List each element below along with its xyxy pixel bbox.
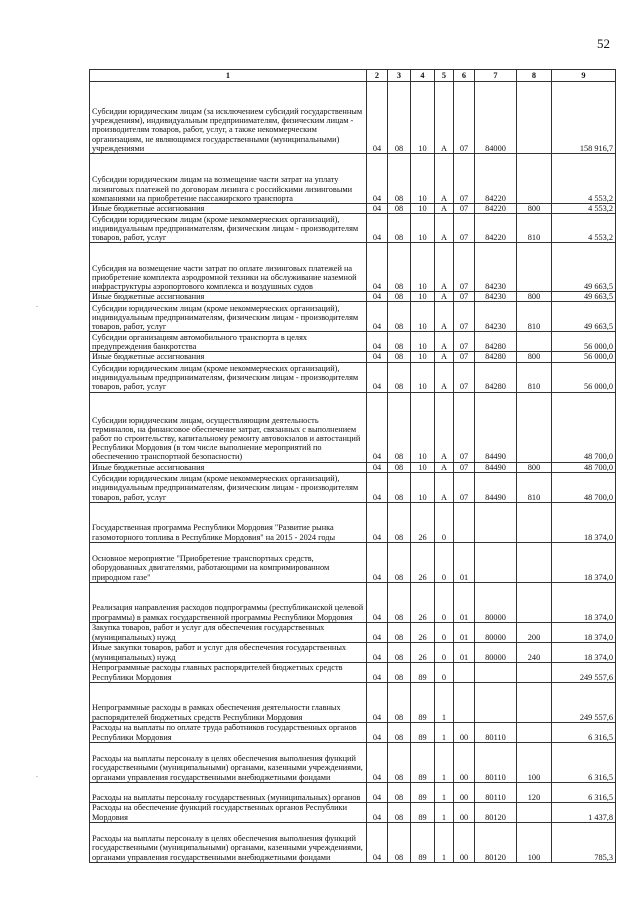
row-code: 80110: [475, 782, 517, 802]
row-description: Иные закупки товаров, работ и услуг для обеспечения государственных (муниципальных) нужд: [90, 642, 367, 662]
row-code: [475, 662, 517, 682]
row-code: 04: [367, 243, 388, 292]
row-code: [517, 542, 552, 582]
row-description: Субсидии юридическим лицам (кроме некоммерческих организаций), индивидуальным предпринимателям, физическим лицам - производителям товаров, работ, услуг: [90, 214, 367, 243]
row-code: 89: [411, 682, 435, 722]
row-code: 89: [411, 782, 435, 802]
row-code: 800: [517, 462, 552, 472]
row-code: 84230: [475, 292, 517, 302]
row-code: 00: [454, 802, 475, 822]
row-code: 0: [435, 662, 454, 682]
row-code: 10: [411, 352, 435, 362]
row-code: 04: [367, 662, 388, 682]
row-code: 810: [517, 214, 552, 243]
row-description: Субсидия на возмещение части затрат по оплате лизинговых платежей на приобретение комплекта аэродромной техники на обслуживание наземной инфраструктуры аэропортового комплекса и воздушных судов: [90, 243, 367, 292]
row-code: 800: [517, 292, 552, 302]
table-row: [90, 662, 616, 682]
row-amount: 48 700,0: [552, 472, 616, 502]
row-amount: 56 000,0: [552, 362, 616, 392]
row-code: 04: [367, 722, 388, 742]
column-header: 1: [90, 70, 367, 82]
table-row: [90, 204, 616, 214]
row-amount: 158 916,7: [552, 82, 616, 154]
row-code: 07: [454, 82, 475, 154]
row-code: 00: [454, 782, 475, 802]
column-header: 4: [411, 70, 435, 82]
row-code: [454, 662, 475, 682]
row-code: 04: [367, 822, 388, 862]
row-code: 04: [367, 682, 388, 722]
table-row: [90, 502, 616, 542]
row-code: А: [435, 214, 454, 243]
row-description: Иные бюджетные ассигнования: [90, 292, 367, 302]
row-code: 89: [411, 822, 435, 862]
row-description: Расходы на выплаты персоналу государственных (муниципальных) органов: [90, 782, 367, 802]
row-code: 04: [367, 82, 388, 154]
row-description: Непрограммные расходы главных распорядителей бюджетных средств Республики Мордовия: [90, 662, 367, 682]
row-code: 08: [388, 622, 411, 642]
row-code: А: [435, 82, 454, 154]
row-code: 0: [435, 642, 454, 662]
row-code: 84220: [475, 214, 517, 243]
row-amount: 49 663,5: [552, 302, 616, 332]
row-code: 10: [411, 332, 435, 352]
row-code: 07: [454, 392, 475, 462]
row-code: 84220: [475, 204, 517, 214]
row-code: 07: [454, 204, 475, 214]
row-code: 0: [435, 582, 454, 622]
row-code: А: [435, 472, 454, 502]
row-code: 08: [388, 302, 411, 332]
row-code: 10: [411, 362, 435, 392]
row-code: 84490: [475, 472, 517, 502]
column-header: 2: [367, 70, 388, 82]
row-code: 01: [454, 542, 475, 582]
row-code: 1: [435, 802, 454, 822]
row-code: 10: [411, 204, 435, 214]
row-description: Иные бюджетные ассигнования: [90, 462, 367, 472]
row-code: 00: [454, 722, 475, 742]
row-amount: 249 557,6: [552, 682, 616, 722]
row-description: Иные бюджетные ассигнования: [90, 352, 367, 362]
row-code: 04: [367, 742, 388, 782]
row-code: 07: [454, 362, 475, 392]
row-code: 08: [388, 154, 411, 204]
row-code: [517, 662, 552, 682]
row-amount: 56 000,0: [552, 332, 616, 352]
row-code: [517, 243, 552, 292]
row-code: 84230: [475, 302, 517, 332]
table-row: [90, 462, 616, 472]
row-code: 100: [517, 742, 552, 782]
row-code: 08: [388, 682, 411, 722]
row-code: 84230: [475, 243, 517, 292]
row-code: 08: [388, 782, 411, 802]
row-amount: 49 663,5: [552, 243, 616, 292]
column-header: 7: [475, 70, 517, 82]
table-header-row: [90, 70, 616, 82]
row-code: 10: [411, 154, 435, 204]
row-code: 84280: [475, 352, 517, 362]
row-code: А: [435, 332, 454, 352]
row-description: Расходы на обеспечение функций государственных органов Республики Мордовия: [90, 802, 367, 822]
table-row: [90, 302, 616, 332]
row-code: 04: [367, 352, 388, 362]
row-code: 1: [435, 722, 454, 742]
row-code: 10: [411, 214, 435, 243]
row-code: 89: [411, 742, 435, 782]
row-code: 10: [411, 82, 435, 154]
scan-dot: .: [36, 770, 38, 779]
row-description: Расходы на выплаты персоналу в целях обеспечения выполнения функций государственными (муниципальными) органами, казенными учреждениями, органами управления государственными внебюджетными фондами: [90, 742, 367, 782]
row-description: Реализация направления расходов подпрограммы (республиканской целевой программы) в рамках государственной программы Республики Мордовия: [90, 582, 367, 622]
row-code: 84000: [475, 82, 517, 154]
row-code: 07: [454, 332, 475, 352]
row-code: 26: [411, 642, 435, 662]
row-code: 00: [454, 742, 475, 782]
row-code: А: [435, 352, 454, 362]
row-description: Закупка товаров, работ и услуг для обеспечения государственных (муниципальных) нужд: [90, 622, 367, 642]
row-code: 04: [367, 472, 388, 502]
row-code: 10: [411, 292, 435, 302]
row-code: 01: [454, 642, 475, 662]
row-code: 810: [517, 302, 552, 332]
row-code: [475, 502, 517, 542]
row-code: [475, 542, 517, 582]
row-code: 08: [388, 582, 411, 622]
row-code: 04: [367, 622, 388, 642]
row-amount: 6 316,5: [552, 722, 616, 742]
row-code: 07: [454, 154, 475, 204]
table-row: [90, 352, 616, 362]
row-code: 08: [388, 822, 411, 862]
row-code: 810: [517, 472, 552, 502]
row-code: 08: [388, 82, 411, 154]
table-row: [90, 362, 616, 392]
row-code: 07: [454, 462, 475, 472]
row-code: А: [435, 362, 454, 392]
row-description: Государственная программа Республики Мордовия "Развитие рынка газомоторного топлива в Республике Мордовия" на 2015 - 2024 годы: [90, 502, 367, 542]
column-header: 9: [552, 70, 616, 82]
row-code: 1: [435, 822, 454, 862]
row-code: 89: [411, 722, 435, 742]
row-code: 08: [388, 292, 411, 302]
row-code: 07: [454, 214, 475, 243]
row-code: 08: [388, 642, 411, 662]
row-code: 04: [367, 332, 388, 352]
row-code: А: [435, 292, 454, 302]
row-code: [517, 582, 552, 622]
table-row: [90, 214, 616, 243]
row-code: 00: [454, 822, 475, 862]
row-amount: 6 316,5: [552, 742, 616, 782]
row-code: 04: [367, 642, 388, 662]
table-row: [90, 802, 616, 822]
row-code: 08: [388, 742, 411, 782]
scan-dot: .: [36, 300, 38, 309]
row-code: 80000: [475, 642, 517, 662]
row-description: Иные бюджетные ассигнования: [90, 204, 367, 214]
row-code: А: [435, 302, 454, 332]
row-code: 04: [367, 502, 388, 542]
row-code: 80110: [475, 722, 517, 742]
row-code: 04: [367, 542, 388, 582]
table-row: [90, 742, 616, 782]
row-code: 84220: [475, 154, 517, 204]
row-code: 04: [367, 292, 388, 302]
row-code: [517, 154, 552, 204]
row-code: 08: [388, 502, 411, 542]
row-amount: 48 700,0: [552, 462, 616, 472]
row-code: А: [435, 392, 454, 462]
row-code: [454, 682, 475, 722]
row-code: 08: [388, 392, 411, 462]
row-code: 80110: [475, 742, 517, 782]
row-code: 04: [367, 302, 388, 332]
row-code: 800: [517, 352, 552, 362]
row-code: 04: [367, 214, 388, 243]
row-code: 04: [367, 462, 388, 472]
row-amount: 49 663,5: [552, 292, 616, 302]
row-code: 04: [367, 204, 388, 214]
row-code: 120: [517, 782, 552, 802]
row-description: Субсидии юридическим лицам (кроме некоммерческих организаций), индивидуальным предпринимателям, физическим лицам - производителям товаров, работ, услуг: [90, 472, 367, 502]
row-code: 10: [411, 462, 435, 472]
row-code: 0: [435, 502, 454, 542]
table-row: [90, 392, 616, 462]
column-header: 6: [454, 70, 475, 82]
row-code: 0: [435, 622, 454, 642]
row-code: 26: [411, 582, 435, 622]
row-code: 26: [411, 622, 435, 642]
row-code: 26: [411, 542, 435, 582]
row-amount: 18 374,0: [552, 582, 616, 622]
row-code: 08: [388, 214, 411, 243]
row-code: 04: [367, 392, 388, 462]
column-header: 5: [435, 70, 454, 82]
row-code: 1: [435, 782, 454, 802]
page-number: 52: [597, 36, 610, 51]
row-code: 04: [367, 362, 388, 392]
row-code: 08: [388, 352, 411, 362]
row-description: Субсидии юридическим лицам (за исключением субсидий государственным учреждениям), индивидуальным предпринимателям, физическим лицам - производителям товаров, работ, услуг, а также некоммерческим организациям, не являющимся государственными (муниципальными) учреждениями: [90, 82, 367, 154]
row-amount: 18 374,0: [552, 502, 616, 542]
row-description: Субсидии юридическим лицам (кроме некоммерческих организаций), индивидуальным предпринимателям, физическим лицам - производителям товаров, работ, услуг: [90, 362, 367, 392]
row-code: 07: [454, 352, 475, 362]
row-amount: 18 374,0: [552, 642, 616, 662]
table-row: [90, 472, 616, 502]
row-code: 08: [388, 243, 411, 292]
row-amount: 48 700,0: [552, 392, 616, 462]
row-code: 07: [454, 292, 475, 302]
row-code: 89: [411, 802, 435, 822]
row-code: [517, 802, 552, 822]
row-code: 08: [388, 472, 411, 502]
table-row: [90, 154, 616, 204]
row-code: 89: [411, 662, 435, 682]
row-code: 200: [517, 622, 552, 642]
row-code: 800: [517, 204, 552, 214]
row-amount: 249 557,6: [552, 662, 616, 682]
row-code: 04: [367, 154, 388, 204]
row-code: [475, 682, 517, 722]
column-header: 3: [388, 70, 411, 82]
budget-table: [89, 69, 616, 863]
row-description: Расходы на выплаты персоналу в целях обеспечения выполнения функций государственными (муниципальными) органами, казенными учреждениями, органами управления государственными внебюджетными фондами: [90, 822, 367, 862]
row-code: [517, 722, 552, 742]
row-code: 100: [517, 822, 552, 862]
row-code: 10: [411, 302, 435, 332]
row-code: 08: [388, 204, 411, 214]
table-row: [90, 642, 616, 662]
row-code: 80000: [475, 582, 517, 622]
row-amount: 4 553,2: [552, 214, 616, 243]
table-row: [90, 682, 616, 722]
row-amount: 4 553,2: [552, 204, 616, 214]
row-code: 84490: [475, 462, 517, 472]
row-code: 07: [454, 243, 475, 292]
row-code: 08: [388, 722, 411, 742]
row-description: Непрограммные расходы в рамках обеспечения деятельности главных распорядителей бюджетных средств Республики Мордовия: [90, 682, 367, 722]
row-code: [517, 682, 552, 722]
row-code: 84490: [475, 392, 517, 462]
row-code: 08: [388, 802, 411, 822]
table-row: [90, 722, 616, 742]
row-code: 240: [517, 642, 552, 662]
table-row: [90, 292, 616, 302]
row-code: А: [435, 462, 454, 472]
row-amount: 4 553,2: [552, 154, 616, 204]
row-code: 10: [411, 472, 435, 502]
row-code: 84280: [475, 362, 517, 392]
row-code: 08: [388, 462, 411, 472]
row-code: [517, 332, 552, 352]
row-code: [454, 502, 475, 542]
row-amount: 785,3: [552, 822, 616, 862]
row-code: 08: [388, 362, 411, 392]
table-row: [90, 582, 616, 622]
row-code: 07: [454, 472, 475, 502]
row-code: 08: [388, 542, 411, 582]
row-code: 01: [454, 622, 475, 642]
row-amount: 56 000,0: [552, 352, 616, 362]
row-code: 80120: [475, 822, 517, 862]
row-description: Субсидии юридическим лицам, осуществляющим деятельность терминалов, на финансовое обеспечение затрат, связанных с выполнением работ по строительству, капитальному ремонту автовокзалов и автостанций Республики Мордовия (в том числе выполнение мероприятий по обеспечению транспортной безопасности): [90, 392, 367, 462]
row-code: 80120: [475, 802, 517, 822]
table-row: [90, 782, 616, 802]
table-row: [90, 542, 616, 582]
table-row: [90, 622, 616, 642]
row-code: 10: [411, 392, 435, 462]
row-code: А: [435, 154, 454, 204]
row-code: 04: [367, 582, 388, 622]
table-row: [90, 822, 616, 862]
row-amount: 18 374,0: [552, 542, 616, 582]
row-code: 04: [367, 802, 388, 822]
row-code: 01: [454, 582, 475, 622]
row-code: А: [435, 243, 454, 292]
row-amount: 1 437,8: [552, 802, 616, 822]
table-row: [90, 82, 616, 154]
row-code: 1: [435, 742, 454, 782]
row-description: Основное мероприятие "Приобретение транспортных средств, оборудованных двигателями, работающими на компримированном природном газе": [90, 542, 367, 582]
row-code: 08: [388, 332, 411, 352]
row-description: Субсидии юридическим лицам на возмещение части затрат на уплату лизинговых платежей по договорам лизинга с российскими лизинговыми компаниями на приобретение пассажирского транспорта: [90, 154, 367, 204]
row-code: [517, 82, 552, 154]
row-code: 84280: [475, 332, 517, 352]
column-header: 8: [517, 70, 552, 82]
row-code: [517, 502, 552, 542]
row-code: 80000: [475, 622, 517, 642]
row-code: 07: [454, 302, 475, 332]
table-row: [90, 332, 616, 352]
row-code: 08: [388, 662, 411, 682]
row-description: Субсидии юридическим лицам (кроме некоммерческих организаций), индивидуальным предпринимателям, физическим лицам - производителям товаров, работ, услуг: [90, 302, 367, 332]
row-code: 1: [435, 682, 454, 722]
row-code: 04: [367, 782, 388, 802]
row-code: 0: [435, 542, 454, 582]
row-code: [517, 392, 552, 462]
row-description: Субсидии организациям автомобильного транспорта в целях предупреждения банкротства: [90, 332, 367, 352]
row-code: А: [435, 204, 454, 214]
row-amount: 6 316,5: [552, 782, 616, 802]
table-row: [90, 243, 616, 292]
row-amount: 18 374,0: [552, 622, 616, 642]
row-code: 810: [517, 362, 552, 392]
row-description: Расходы на выплаты по оплате труда работников государственных органов Республики Мордовия: [90, 722, 367, 742]
row-code: 26: [411, 502, 435, 542]
row-code: 10: [411, 243, 435, 292]
